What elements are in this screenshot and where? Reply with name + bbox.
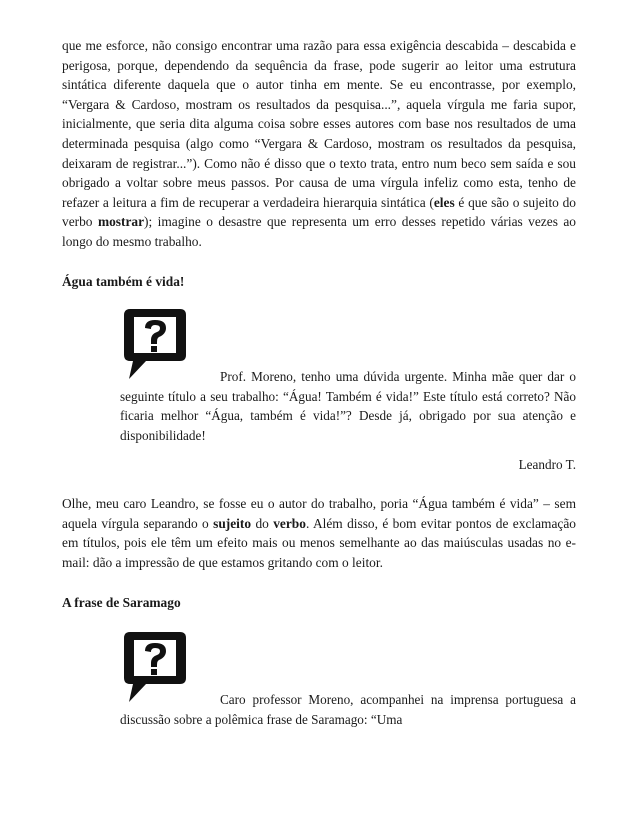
reader-question-2: Caro professor Moreno, acompanhei na imprensa portuguesa a discussão sobre a polêmica frase de Saramago: “Uma — [120, 692, 576, 727]
reader-question-1: Prof. Moreno, tenho uma dúvida urgente. Minha mãe quer dar o seguinte título a seu trabalho: “Água! Também é vida!” Este título está correto? Não ficaria melhor “Água, também é vida!”? Desde já, obrigado por sua atenção e disponibilidade! — [120, 369, 576, 443]
intro-paragraph — [62, 36, 576, 252]
question-text-2 — [120, 690, 576, 729]
intro-text-1: que me esforce, não consigo encontrar uma razão para essa exigência descabida – descabida e perigosa, porque, dependendo da sequência da frase, pode sugerir ao leitor uma estrutura sintática diferente daquela que o autor tinha em mente. Se eu encontrasse, por exemplo, “Vergara & Cardoso, mostram os resultados da pesquisa...”, aquela vírgula me faria supor, inicialmente, que seria dita alguma coisa sobre esses autores com base nos resultados de uma determinada pesquisa (algo como “Vergara & Cardoso, mostram os resultados da pesquisa, deixaram de registrar...”). Como não é disso que o texto trata, entro num beco sem saída e sou obrigado a voltar sobre meus passos. Por causa de uma vírgula infeliz como esta, tenho de refazer a leitura a fim de recuperar a verdadeira hierarquia sintática ( — [62, 38, 576, 210]
answer-bold-sujeito: sujeito — [213, 515, 252, 531]
intro-text-3: ); imagine o desastre que representa um erro desses repetido várias vezes ao longo do mesmo trabalho. — [62, 214, 576, 249]
question-block-2 — [62, 612, 576, 732]
intro-text-2: é que são o sujeito do verbo — [62, 194, 576, 230]
question-text-1 — [120, 367, 576, 475]
section-heading-agua: Água também é vida! — [62, 273, 185, 289]
answer-text-2: do — [251, 515, 274, 531]
question-block-1 — [62, 291, 576, 494]
intro-bold-eles: eles — [433, 194, 455, 210]
answer-bold-verbo: verbo — [273, 515, 306, 531]
answer-paragraph — [62, 494, 576, 572]
answer-text-1: Olhe, meu caro Leandro, se fosse eu o autor do trabalho, poria “Água também é vida” – sem aquela vírgula separando o — [62, 496, 576, 531]
answer-text-3: . Além disso, é bom evitar pontos de exclamação em títulos, pois ele têm um efeito mais ou menos semelhante ao das maiúsculas usadas no e-mail: dão a impressão de que estamos gritando com o leitor. — [62, 515, 576, 570]
document-page — [62, 36, 576, 732]
section-heading-saramago: A frase de Saramago — [62, 594, 181, 610]
signature: Leandro T. — [518, 457, 576, 473]
intro-bold-mostrar: mostrar — [97, 214, 145, 230]
